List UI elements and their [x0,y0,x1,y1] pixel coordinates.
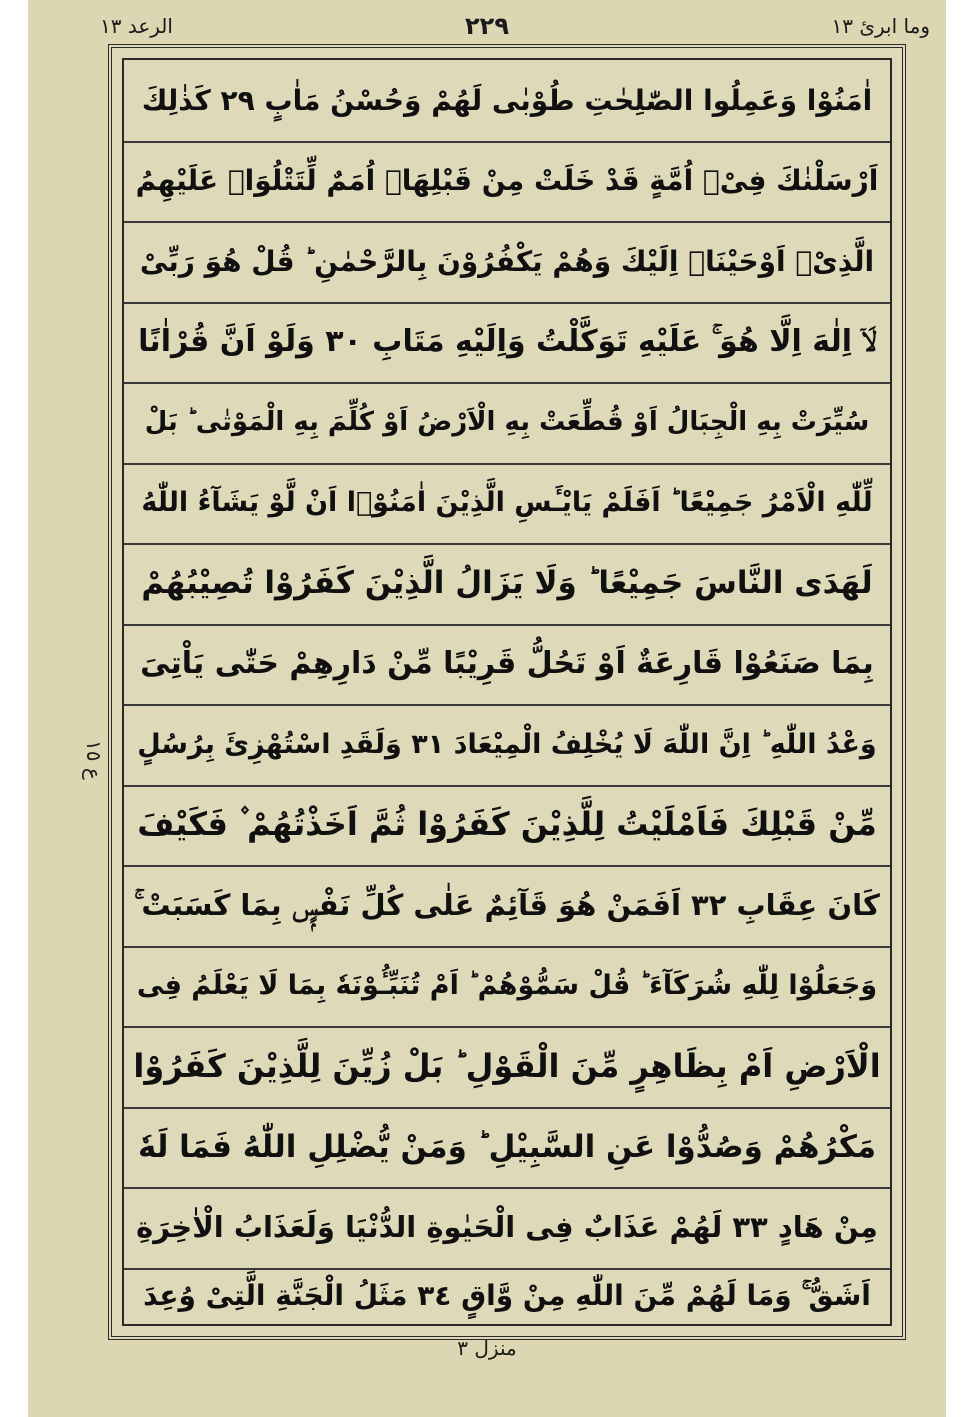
page-number: ٢٢٩ [465,12,509,40]
verse-line-text: لِّلّٰهِ الْاَمْرُ جَمِيْعًا ؕ اَفَلَمْ يَايْـَٔسِ الَّذِيْنَ اٰمَنُوْۤا اَنْ لَّوْ يَشَآءُ اللّٰهُ [141,487,873,519]
verse-line [124,1107,890,1190]
verse-line-text: مَكْرُهُمْ وَصُدُّوْا عَنِ السَّبِيْلِ ؕ وَمَنْ يُّضْلِلِ اللّٰهُ فَمَا لَهٗ [137,1128,877,1165]
manzil-marker: منزل ٣ [457,1336,517,1360]
verse-line-text: بِمَا صَنَعُوْا قَارِعَةٌ اَوْ تَحُلُّ قَرِيْبًا مِّنْ دَارِهِمْ حَتّٰى يَاْتِىَ [140,646,874,682]
verse-line-text: اَرْسَلْنٰكَ فِىْۤ اُمَّةٍ قَدْ خَلَتْ مِنْ قَبْلِهَاۤ اُمَمٌ لِّتَتْلُوَا۠ عَلَيْهِمُ [135,164,879,198]
verse-line [124,704,890,787]
verse-line-text: الَّذِىْۤ اَوْحَيْنَاۤ اِلَيْكَ وَهُمْ يَكْفُرُوْنَ بِالرَّحْمٰنِ ؕ قُلْ هُوَ رَبِّىْ [139,244,875,278]
verse-line [124,221,890,304]
verse-line-text: الْاَرْضِ اَمْ بِظَاهِرٍ مِّنَ الْقَوْلِ ؕ بَلْ زُيِّنَ لِلَّذِيْنَ كَفَرُوْا [133,1047,881,1086]
verse-line-text: كَانَ عِقَابِ ٣٢ اَفَمَنْ هُوَ قَآئِمٌ عَلٰى كُلِّ نَفْسٍۭ بِمَا كَسَبَتْ ۚ [134,887,880,922]
verse-line [124,865,890,948]
verse-line [124,141,890,224]
verse-line-text: اَشَقُّ ۚ وَمَا لَهُمْ مِّنَ اللّٰهِ مِنْ وَّاقٍ ٣٤ مَثَلُ الْجَنَّةِ الَّتِىْ وُعِدَ [143,1278,871,1312]
verse-line [124,60,890,143]
verse-line [124,543,890,626]
verse-line-text: سُيِّرَتْ بِهِ الْجِبَالُ اَوْ قُطِّعَتْ بِهِ الْاَرْضُ اَوْ كُلِّمَ بِهِ الْمَوْتٰى ؕ بَلْ [144,407,870,438]
verse-line [124,785,890,868]
ruku-marker: ع ١٥ [82,740,106,780]
verse-line [124,302,890,385]
verse-line-text: مِّنْ قَبْلِكَ فَاَمْلَيْتُ لِلَّذِيْنَ كَفَرُوْا ثُمَّ اَخَذْتُهُمْ ۫ فَكَيْفَ [137,805,877,844]
verse-line [124,1187,890,1270]
verse-line-text: لَاۤ اِلٰهَ اِلَّا هُوَ ۚ عَلَيْهِ تَوَكَّلْتُ وَاِلَيْهِ مَتَابِ ٣٠ وَلَوْ اَنَّ قُرْاٰنًا [138,324,876,360]
surah-name-header: الرعد ١٣ [100,14,173,38]
quran-page [28,0,946,1417]
verse-line [124,946,890,1029]
juz-name-header: وما ابرئ ١٣ [831,14,930,38]
page-header [28,0,946,44]
verse-line [124,1026,890,1109]
verse-line-text: وَجَعَلُوْا لِلّٰهِ شُرَكَآءَ ؕ قُلْ سَمُّوْهُمْ ؕ اَمْ تُنَبِّـُٔوْنَهٗ بِمَا لَا يَعْلَمُ فِى [136,970,878,1002]
text-frame-inner [122,58,892,1326]
verse-line [124,624,890,707]
verse-line [124,463,890,546]
verse-line-text: اٰمَنُوْا وَعَمِلُوا الصّٰلِحٰتِ طُوْبٰى لَهُمْ وَحُسْنُ مَاٰبٍ ٢٩ كَذٰلِكَ [141,83,873,117]
verse-line-text: مِنْ هَادٍ ٣٣ لَهُمْ عَذَابٌ فِى الْحَيٰوةِ الدُّنْيَا وَلَعَذَابُ الْاٰخِرَةِ [136,1210,878,1245]
verse-line-text: لَهَدَى النَّاسَ جَمِيْعًا ؕ وَلَا يَزَالُ الَّذِيْنَ كَفَرُوْا تُصِيْبُهُمْ [141,565,873,602]
verse-line [124,382,890,465]
text-frame [108,44,906,1340]
verse-line-text: وَعْدُ اللّٰهِ ؕ اِنَّ اللّٰهَ لَا يُخْلِفُ الْمِيْعَادَ ٣١ وَلَقَدِ اسْتُهْزِئَ بِرُسُلٍ [137,728,877,760]
verse-line [124,1268,890,1324]
